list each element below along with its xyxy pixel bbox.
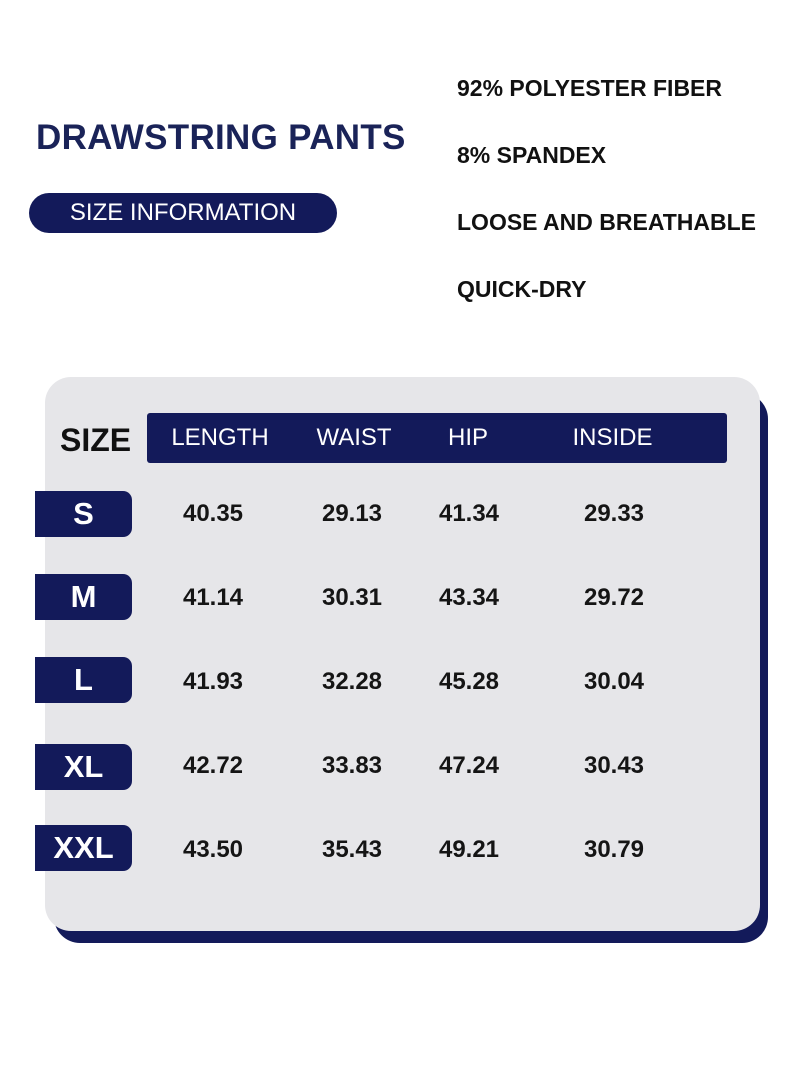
- table-cell: 43.34: [438, 584, 500, 611]
- header-waist: WAIST: [316, 424, 392, 451]
- table-cell: 47.24: [438, 752, 500, 779]
- table-cell: 33.83: [321, 752, 383, 779]
- feature-item: LOOSE AND BREATHABLE: [457, 209, 756, 235]
- size-tab-xl: XL: [35, 744, 132, 790]
- size-tab-l: L: [35, 657, 132, 703]
- header-length: LENGTH: [171, 424, 269, 451]
- size-tab-xxl: XXL: [35, 825, 132, 871]
- table-cell: 29.13: [321, 500, 383, 527]
- table-cell: 42.72: [182, 752, 244, 779]
- size-tab-m: M: [35, 574, 132, 620]
- header-inside: INSIDE: [572, 424, 653, 451]
- table-cell: 30.31: [321, 584, 383, 611]
- table-cell: 49.21: [438, 836, 500, 863]
- table-cell: 30.04: [583, 668, 645, 695]
- feature-item: QUICK-DRY: [457, 276, 587, 302]
- table-cell: 30.43: [583, 752, 645, 779]
- table-cell: 41.14: [182, 584, 244, 611]
- size-tab-s: S: [35, 491, 132, 537]
- table-cell: 45.28: [438, 668, 500, 695]
- table-cell: 30.79: [583, 836, 645, 863]
- feature-item: 8% SPANDEX: [457, 142, 607, 168]
- table-cell: 41.34: [438, 500, 500, 527]
- page-title: DRAWSTRING PANTS: [36, 118, 406, 157]
- table-cell: 32.28: [321, 668, 383, 695]
- size-information-badge: SIZE INFORMATION: [29, 193, 337, 233]
- header-hip: HIP: [447, 424, 488, 451]
- table-cell: 35.43: [321, 836, 383, 863]
- table-cell: 40.35: [182, 500, 244, 527]
- table-cell: 43.50: [182, 836, 244, 863]
- table-cell: 41.93: [182, 668, 244, 695]
- feature-item: 92% POLYESTER FIBER: [457, 75, 723, 101]
- size-column-header: SIZE: [60, 422, 132, 458]
- table-cell: 29.72: [583, 584, 645, 611]
- feature-list: [457, 70, 756, 338]
- table-cell: 29.33: [583, 500, 645, 527]
